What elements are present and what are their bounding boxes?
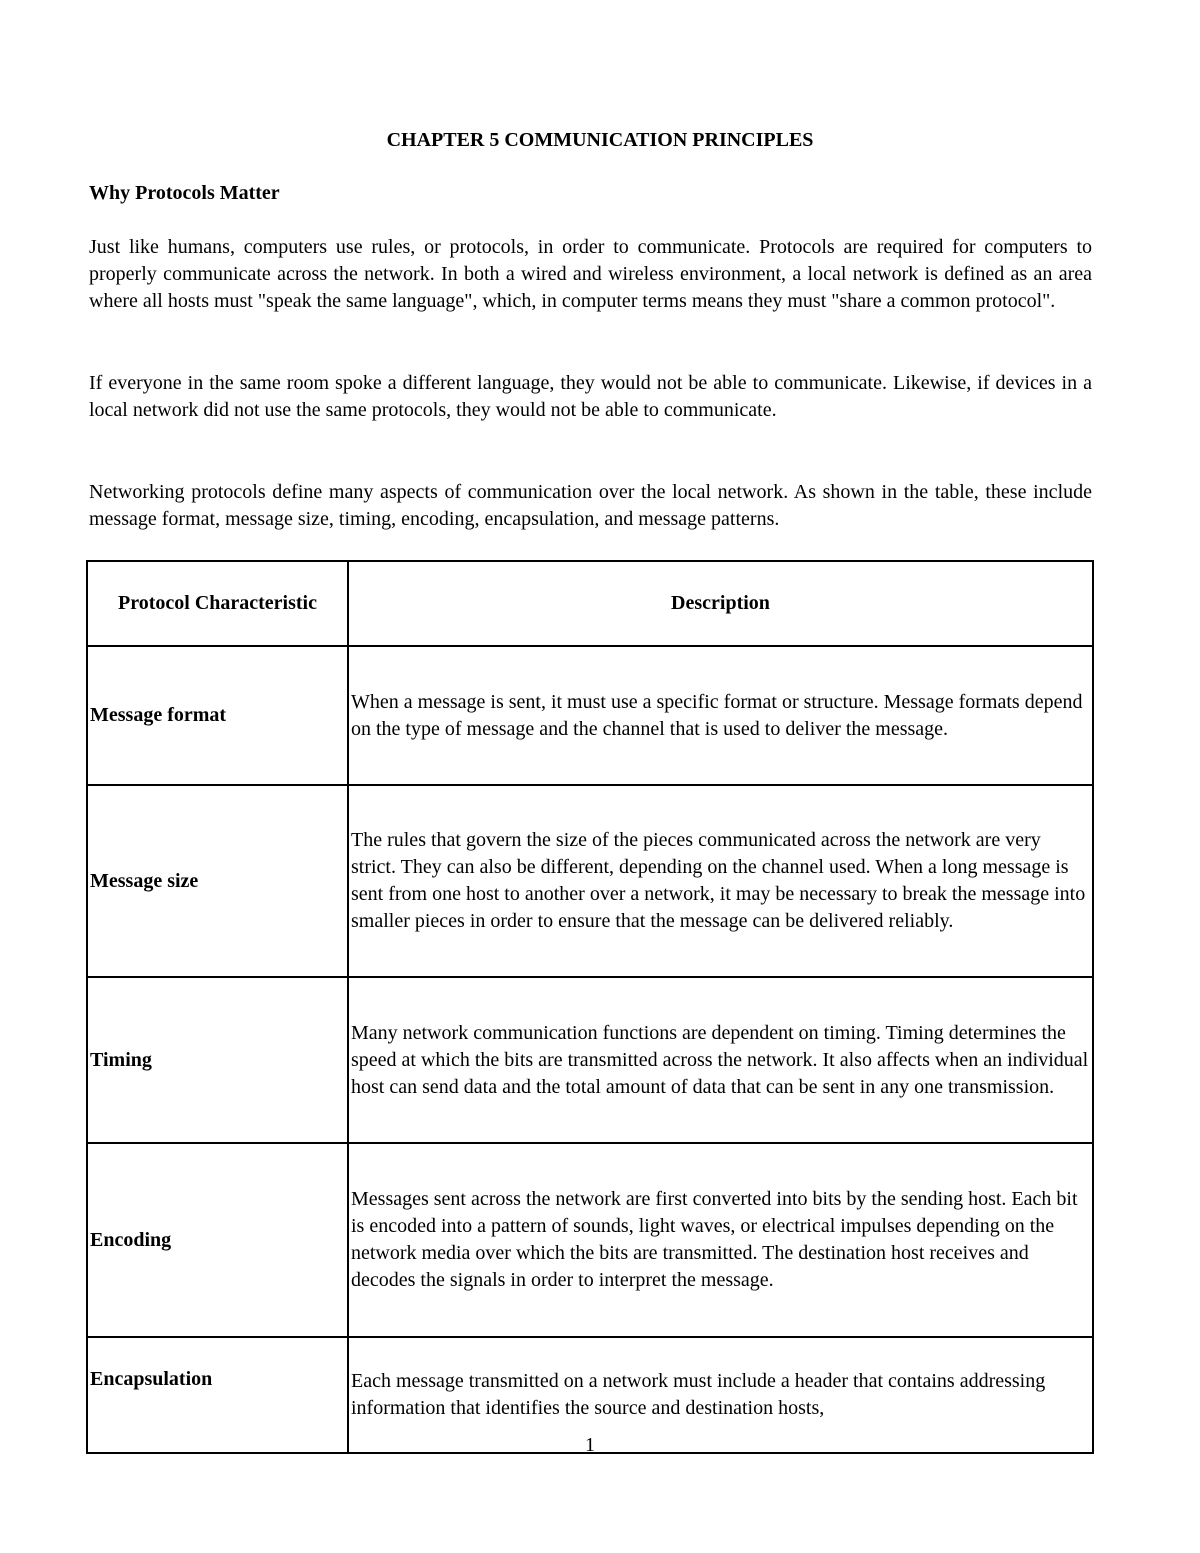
table-row [87,785,1093,977]
paragraph: If everyone in the same room spoke a different language, they would not be able to communicate. Likewise, if devices in a local network did not use the same protocols, they would not be able to communicate. [89,372,1092,421]
paragraph: Just like humans, computers use rules, or protocols, in order to communicate. Protocols are required for computers to properly communicate across the network. In both a wired and wireless environment, a local network is defined as an area where all hosts must "speak the same language", which, in computer terms means they must "share a common protocol". [89,236,1092,312]
description-cell: Each message transmitted on a network must include a header that contains addressing information that identifies the source and destination hosts, [348,1337,1093,1453]
section-heading: Why Protocols Matter [89,182,280,204]
table-header-characteristic: Protocol Characteristic [87,561,348,646]
table-row [87,646,1093,785]
paragraph: Networking protocols define many aspects of communication over the local network. As shown in the table, these include message format, message size, timing, encoding, encapsulation, and message patterns. [89,481,1092,530]
characteristic-cell: Message format [87,646,348,785]
description-cell: Messages sent across the network are first converted into bits by the sending host. Each bit is encoded into a pattern of sounds, light waves, or electrical impulses depending on the network media over which the bits are transmitted. The destination host receives and decodes the signals in order to interpret the message. [348,1143,1093,1337]
characteristic-cell: Encapsulation [87,1337,348,1453]
table-header-row [87,561,1093,646]
page-number: 1 [585,1434,595,1456]
protocol-characteristics-table [86,560,1094,1454]
description-cell: The rules that govern the size of the pieces communicated across the network are very strict. They can also be different, depending on the channel used. When a long message is sent from one host to another over a network, it may be necessary to break the message into smaller pieces in order to ensure that the message can be delivered reliably. [348,785,1093,977]
description-cell: When a message is sent, it must use a specific format or structure. Message formats depend on the type of message and the channel that is used to deliver the message. [348,646,1093,785]
description-cell: Many network communication functions are dependent on timing. Timing determines the speed at which the bits are transmitted across the network. It also affects when an individual host can send data and the total amount of data that can be sent in any one transmission. [348,977,1093,1143]
chapter-title: CHAPTER 5 COMMUNICATION PRINCIPLES [386,129,814,151]
characteristic-cell: Encoding [87,1143,348,1337]
table-row [87,1143,1093,1337]
characteristic-cell: Message size [87,785,348,977]
table-header-description: Description [348,561,1093,646]
characteristic-cell: Timing [87,977,348,1143]
table-row [87,977,1093,1143]
